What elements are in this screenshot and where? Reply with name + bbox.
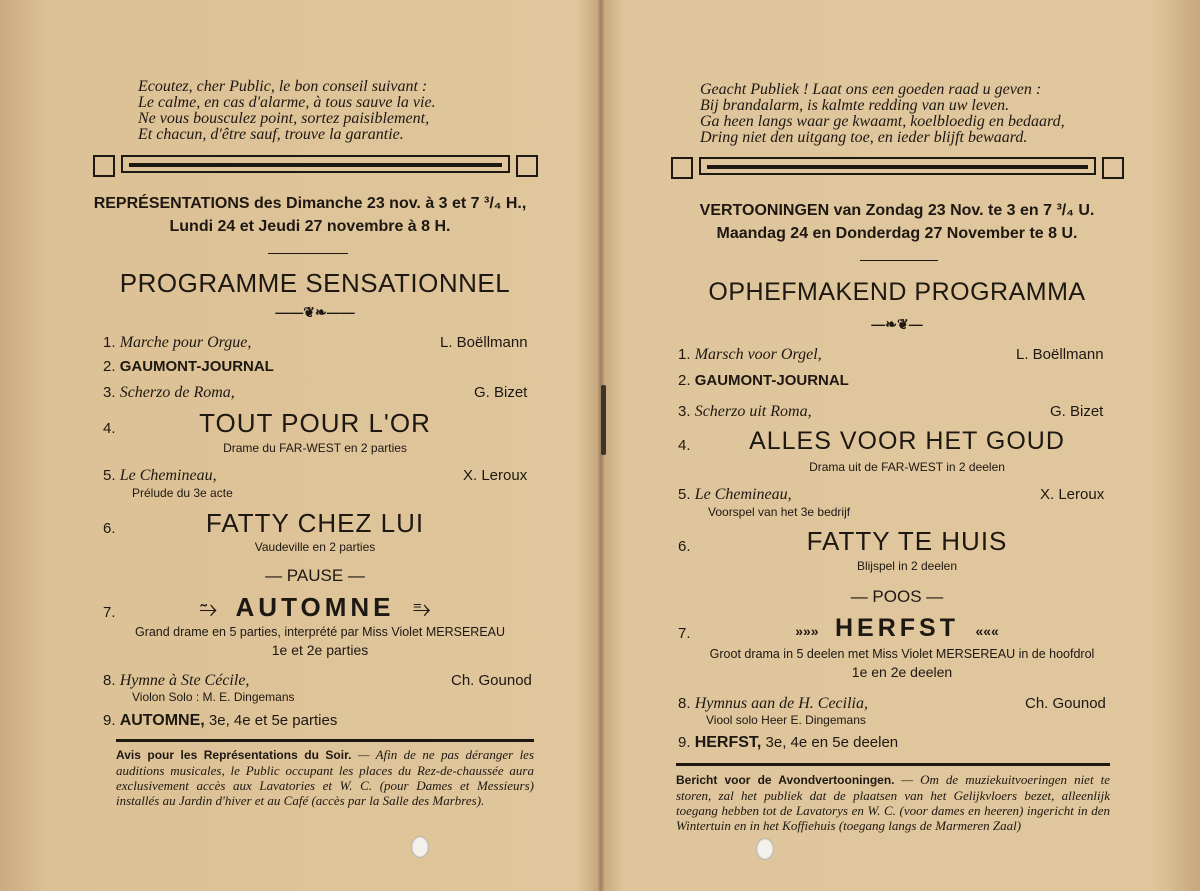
poem-line: Ga heen langs waar ge kwaamt, koelbloedig en bedaard,	[700, 113, 1065, 130]
program-item-5	[678, 486, 792, 504]
item-composer: G. Bizet	[1050, 403, 1104, 420]
program-item-9	[103, 712, 337, 730]
banner-rule	[671, 157, 1124, 179]
poem-line: Bij brandalarm, is kalmte redding van uw leven.	[700, 97, 1010, 114]
feature-subtitle: Grand drame en 5 parties, interprété par Miss Violet MERSEREAU	[134, 625, 506, 639]
program-item-2	[103, 358, 274, 375]
item-composer: X. Leroux	[463, 467, 528, 484]
item-subtitle: Voorspel van het 3e bedrijf	[708, 505, 851, 519]
safety-poem	[700, 82, 1065, 146]
item-title: HERFST,	[694, 734, 762, 751]
dates-line-1: REPRÉSENTATIONS des Dimanche 23 nov. à 3 et 7 ³/₄ H.,	[93, 195, 527, 212]
dates-line-2: Maandag 24 en Donderdag 27 November te 8 U.	[716, 225, 1078, 242]
item-title: Scherzo uit Roma,	[694, 403, 812, 420]
feature-parts: 1e et 2e parties	[271, 642, 369, 658]
program-item-8	[103, 672, 249, 690]
poem-line: Et chacun, d'être sauf, trouve la garantie.	[138, 126, 404, 143]
film-subtitle: Drame du FAR-WEST en 2 parties	[223, 441, 407, 455]
item-title: Scherzo de Roma,	[119, 384, 235, 401]
item-title: Marche pour Orgue,	[119, 334, 252, 351]
ornament-right: «««	[975, 623, 999, 639]
item-title: Hymne à Ste Cécile,	[119, 672, 250, 689]
item-composer: L. Boëllmann	[1016, 346, 1104, 363]
item-number: 9.	[678, 734, 691, 751]
item-title: AUTOMNE,	[119, 712, 205, 729]
program-item-1	[103, 334, 251, 352]
feature-title	[160, 592, 470, 623]
poem-line: Le calme, en cas d'alarme, à tous sauve la vie.	[138, 94, 436, 111]
item-title: GAUMONT-JOURNAL	[119, 358, 274, 375]
item-subtitle: Prélude du 3e acte	[132, 486, 233, 500]
banner-rule	[93, 155, 538, 177]
item-number: 3.	[678, 403, 691, 420]
ornament-right: ⥱	[412, 596, 431, 621]
item-number: 8.	[103, 672, 116, 689]
evening-notice	[676, 772, 1110, 833]
program-title: OPHEFMAKEND PROGRAMMA	[708, 278, 1086, 306]
feature-subtitle: Groot drama in 5 deelen met Miss Violet MERSEREAU in de hoofdrol	[709, 647, 1095, 661]
program-item-2	[678, 372, 849, 389]
poem-line: Ecoutez, cher Public, le bon conseil suivant :	[138, 78, 428, 95]
program-item-3	[103, 384, 235, 402]
item-title: GAUMONT-JOURNAL	[694, 372, 849, 389]
film-title: ALLES VOOR HET GOUD	[749, 427, 1065, 455]
item-composer: G. Bizet	[474, 384, 528, 401]
film-title: FATTY CHEZ LUI	[205, 508, 425, 538]
film-title: TOUT POUR L'OR	[199, 408, 431, 438]
item-composer: Ch. Gounod	[1025, 695, 1106, 712]
ornament: —❧❦—	[871, 316, 923, 332]
notice-rule	[116, 739, 534, 742]
item-number: 4.	[103, 420, 116, 437]
item-number: 1.	[678, 346, 691, 363]
divider	[860, 260, 938, 261]
intermission: — POOS —	[850, 587, 944, 606]
notice-rule	[676, 763, 1110, 766]
notice-heading: Bericht voor de Avondvertooningen.	[676, 773, 895, 787]
item-tail: 3e, 4e et 5e parties	[208, 712, 338, 729]
right-page-dutch	[602, 0, 1200, 891]
safety-poem	[138, 79, 436, 143]
item-composer: Ch. Gounod	[451, 672, 532, 689]
program-item-3	[678, 403, 812, 421]
notice-body: — Afin de ne pas déranger les auditions musicales, le Public occupant les places du Rez-de-chaussée aura exclusivement accès aux Lavatories et W. C. (pour Dames et Messieurs) installés au Jardin d'hiver et au Café (accès par la Salle des Marbres).	[116, 747, 535, 808]
program-item-1	[678, 346, 822, 364]
film-subtitle: Vaudeville en 2 parties	[254, 540, 376, 554]
item-number: 7.	[678, 625, 691, 642]
film-title: FATTY TE HUIS	[806, 526, 1008, 556]
item-subtitle: Violon Solo : M. E. Dingemans	[132, 690, 295, 704]
item-title: Le Chemineau,	[694, 486, 792, 503]
dates-line-2: Lundi 24 et Jeudi 27 novembre à 8 H.	[169, 218, 451, 235]
item-number: 2.	[678, 372, 691, 389]
item-number: 9.	[103, 712, 116, 729]
ornament: ——❦❧——	[275, 304, 355, 320]
item-title: Le Chemineau,	[119, 467, 217, 484]
item-number: 3.	[103, 384, 116, 401]
item-title: Marsch voor Orgel,	[694, 346, 822, 363]
performance-dates	[80, 192, 540, 238]
program-title: PROGRAMME SENSATIONNEL	[119, 268, 511, 298]
program-item-8	[678, 695, 868, 713]
item-tail: 3e, 4e en 5e deelen	[765, 734, 899, 751]
film-subtitle: Blijspel in 2 deelen	[856, 559, 958, 573]
item-number: 7.	[103, 604, 116, 621]
item-number: 1.	[103, 334, 116, 351]
feature-parts: 1e en 2e deelen	[851, 664, 953, 680]
item-number: 4.	[678, 437, 691, 454]
feature-title	[732, 614, 1062, 643]
item-number: 2.	[103, 358, 116, 375]
evening-notice	[116, 747, 534, 808]
item-number: 6.	[103, 520, 116, 537]
ornament-left: ⥲	[199, 596, 218, 621]
item-number: 5.	[678, 486, 691, 503]
item-title: Hymnus aan de H. Cecilia,	[694, 695, 868, 712]
punch-hole	[411, 836, 429, 858]
item-subtitle: Viool solo Heer E. Dingemans	[706, 713, 866, 727]
intermission: — PAUSE —	[265, 566, 365, 585]
poem-line: Geacht Publiek ! Laat ons een goeden raad u geven :	[700, 81, 1042, 98]
film-subtitle: Drama uit de FAR-WEST in 2 deelen	[809, 460, 1005, 474]
staple	[601, 385, 606, 455]
item-number: 6.	[678, 538, 691, 555]
notice-body: — Om de muziekuitvoeringen niet te storen, zal het publiek dat de plaatsen van het Gelijkvloers bezet, alleenlijk toegang hebben tot de Lavatorys en W. C. (voor dames en heeren) ingericht in den Wintertuin en in het Koffiehuis (toegang langs de Marmeren Zaal)	[676, 772, 1110, 833]
dates-line-1: VERTOONINGEN van Zondag 23 Nov. te 3 en 7 ³/₄ U.	[699, 202, 1095, 219]
divider	[268, 253, 348, 254]
punch-hole	[756, 838, 774, 860]
item-number: 8.	[678, 695, 691, 712]
feature-title-text: AUTOMNE	[235, 592, 395, 622]
poem-line: Ne vous bousculez point, sortez paisiblement,	[138, 110, 430, 127]
notice-heading: Avis pour les Représentations du Soir.	[116, 748, 352, 762]
item-composer: L. Boëllmann	[440, 334, 528, 351]
item-number: 5.	[103, 467, 116, 484]
performance-dates	[662, 199, 1132, 245]
ornament-left: »»»	[795, 623, 819, 639]
item-composer: X. Leroux	[1040, 486, 1105, 503]
program-item-5	[103, 467, 217, 485]
poem-line: Dring niet den uitgang toe, en ieder blijft bewaard.	[700, 129, 1028, 146]
program-item-9	[678, 734, 898, 752]
feature-title-text: HERFST	[835, 614, 959, 642]
